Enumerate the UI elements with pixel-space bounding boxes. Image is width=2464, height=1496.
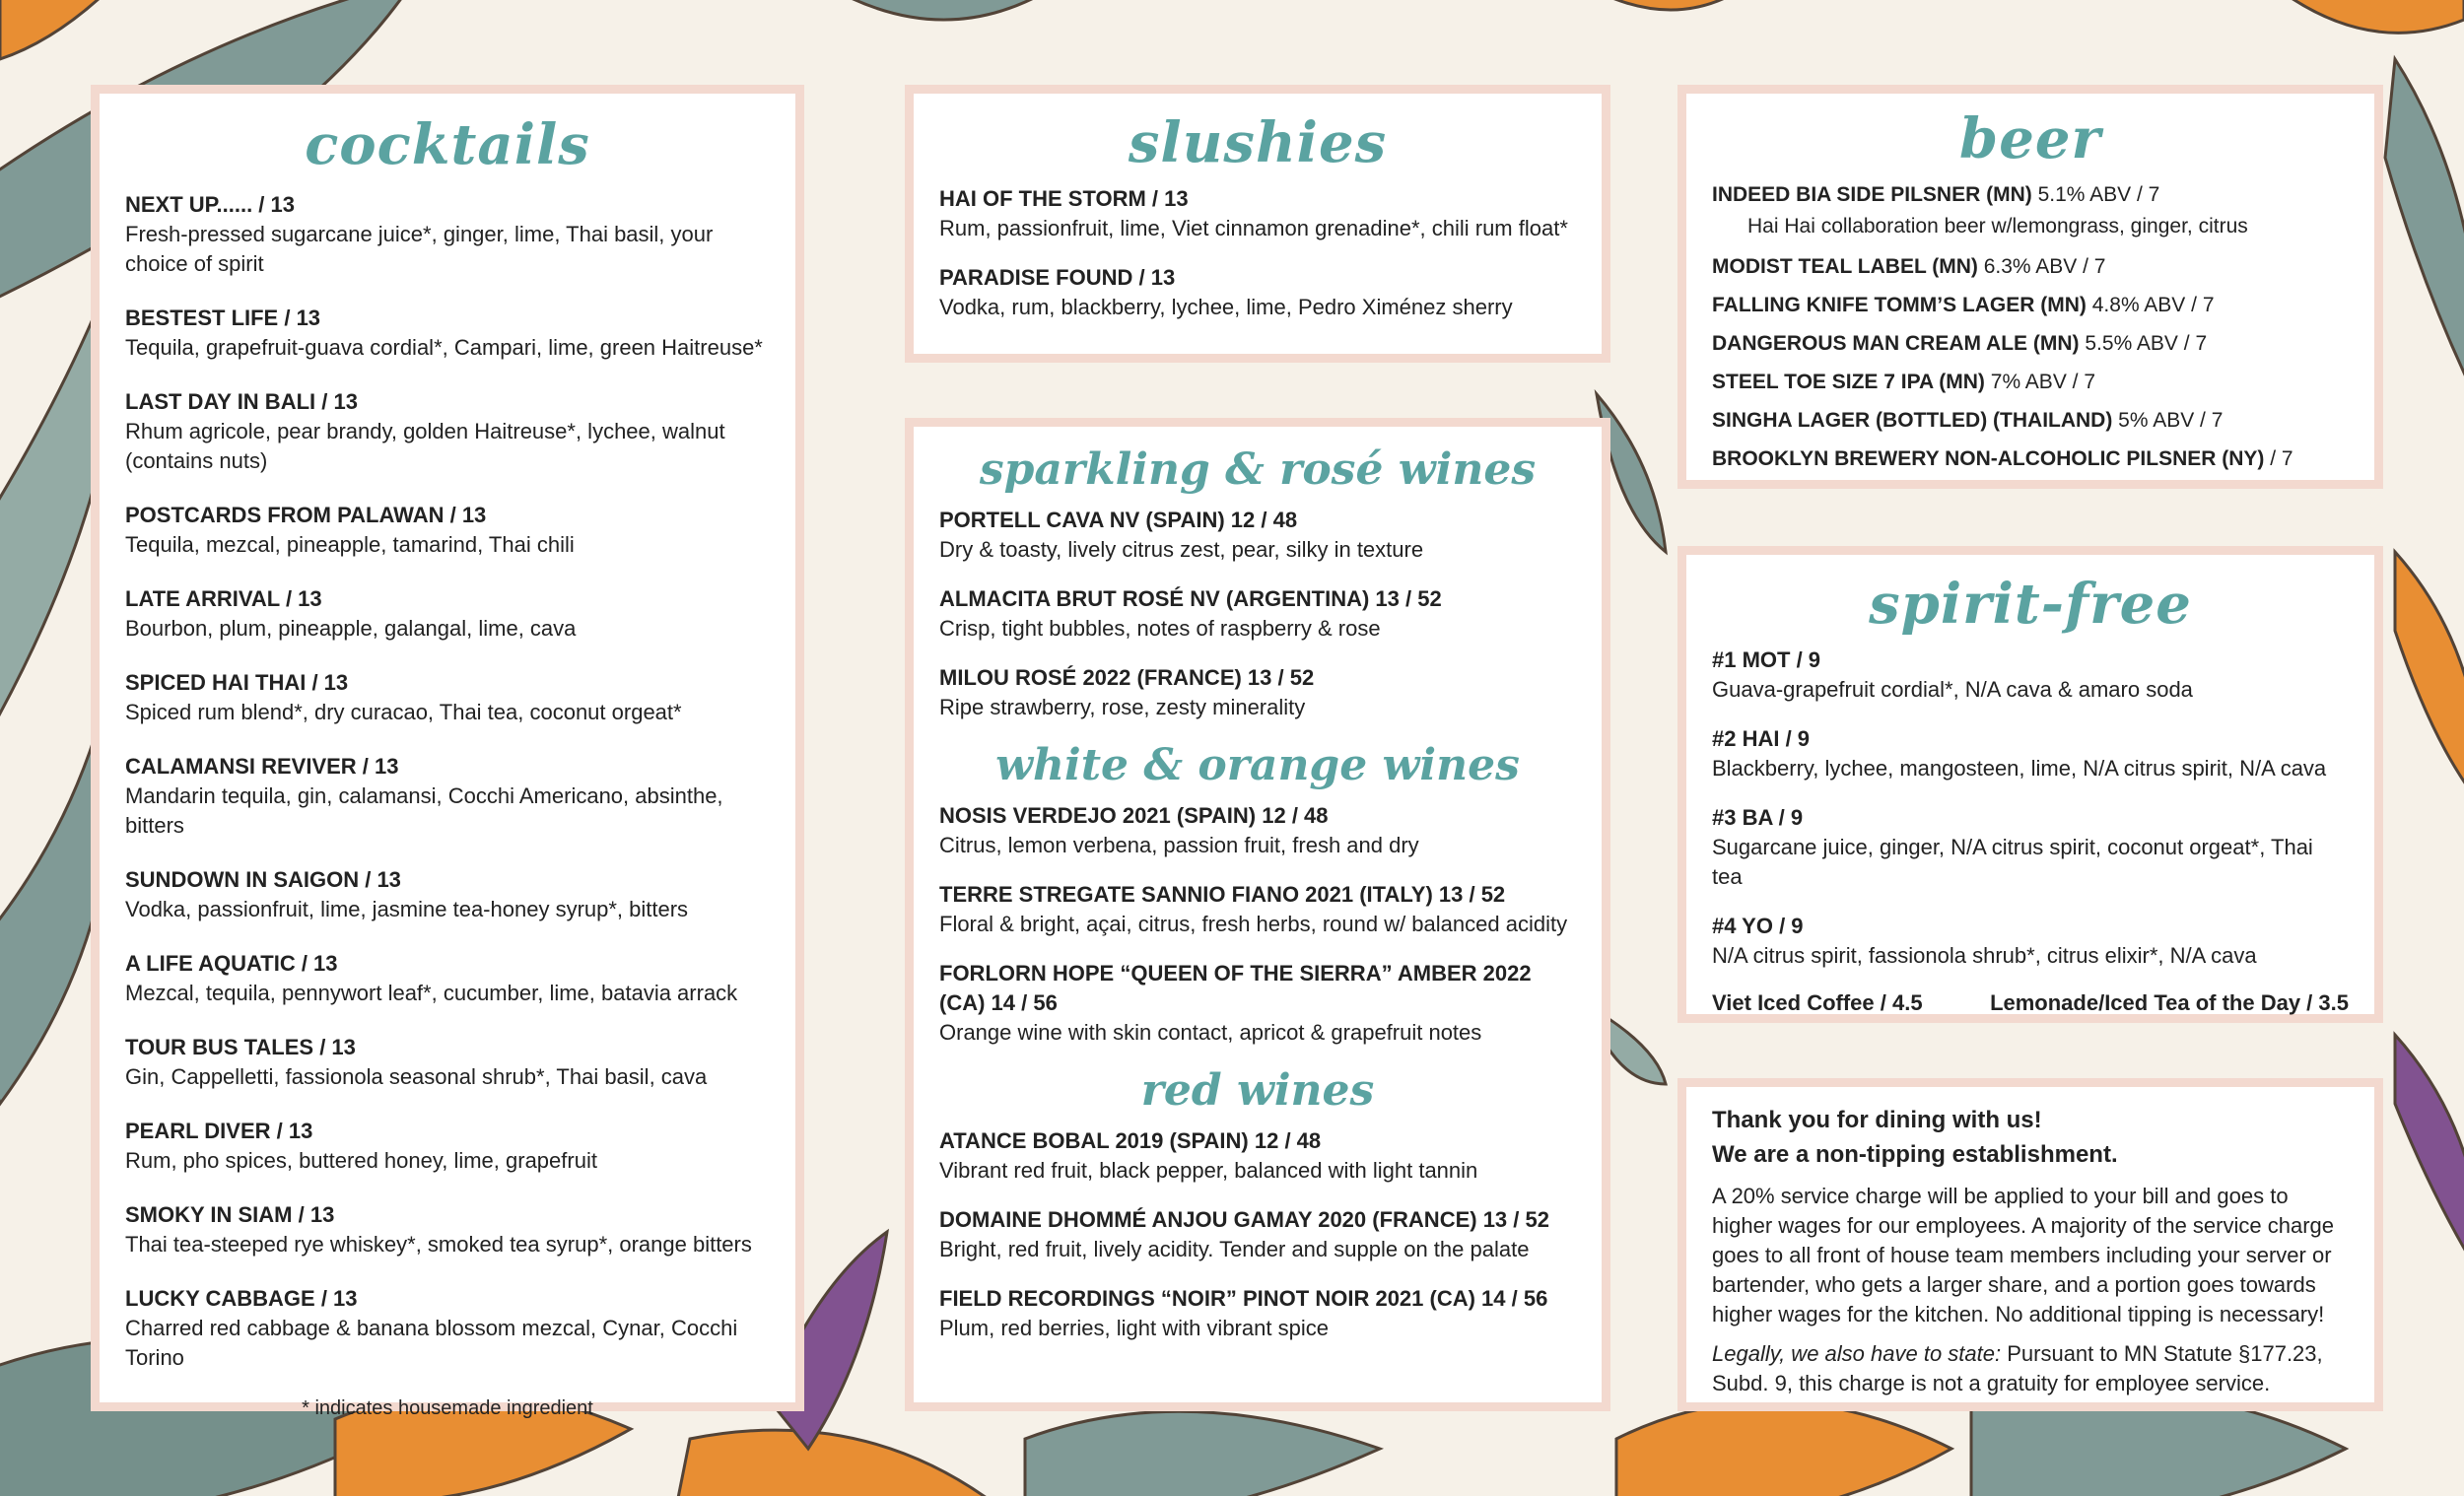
item-description: Vodka, passionfruit, lime, jasmine tea-honey syrup*, bitters — [125, 897, 689, 921]
red-list — [939, 1126, 1576, 1343]
beer-item — [1712, 180, 2349, 210]
cocktail-list — [125, 190, 770, 1373]
item-name: LUCKY CABBAGE / 13 — [125, 1286, 358, 1311]
menu-item — [125, 190, 770, 279]
item-name: TOUR BUS TALES / 13 — [125, 1035, 356, 1059]
item-name: SPICED HAI THAI / 13 — [125, 670, 349, 695]
item-name: NEXT UP...... / 13 — [125, 192, 295, 217]
beer-item — [1712, 406, 2349, 436]
item-name: FORLORN HOPE “QUEEN OF THE SIERRA” AMBER 2022 (CA) 14 / 56 — [939, 961, 1532, 1015]
item-description: Thai tea-steeped rye whiskey*, smoked tea syrup*, orange bitters — [125, 1232, 752, 1257]
item-description: Dry & toasty, lively citrus zest, pear, silky in texture — [939, 537, 1424, 562]
beer-item — [1712, 291, 2349, 320]
item-description: Mandarin tequila, gin, calamansi, Cocchi Americano, absinthe, bitters — [125, 783, 723, 838]
beer-collab-note: Hai Hai collaboration beer w/lemongrass, ginger, citrus — [1747, 215, 2248, 238]
thanks-line2: We are a non-tipping establishment. — [1712, 1141, 2118, 1168]
beer-item — [1712, 368, 2349, 397]
legal-rest: Pursuant to MN Statute §177.23, Subd. 9, this charge is not a gratuity for employee service. — [1712, 1341, 2323, 1395]
beer-abv-price: 5.5% ABV / 7 — [2079, 332, 2208, 355]
beer-panel — [1677, 85, 2383, 489]
red-title: red wines — [1140, 1065, 1375, 1116]
item-name: #3 BA / 9 — [1712, 805, 1804, 830]
menu-item — [939, 880, 1576, 939]
item-name: TERRE STREGATE SANNIO FIANO 2021 (ITALY) 13 / 52 — [939, 882, 1506, 907]
item-description: Crisp, tight bubbles, notes of raspberry & rose — [939, 616, 1381, 641]
lemonade-iced-tea: Lemonade/Iced Tea of the Day / 3.5 — [1990, 990, 2349, 1015]
item-name: LAST DAY IN BALI / 13 — [125, 389, 358, 414]
beer-name: DANGEROUS MAN CREAM ALE (MN) — [1712, 332, 2080, 355]
housemade-footnote: * indicates housemade ingredient — [302, 1397, 593, 1419]
menu-item — [125, 584, 770, 644]
item-name: PARADISE FOUND / 13 — [939, 265, 1176, 290]
beer-item — [1712, 329, 2349, 359]
cocktails-title: cocktails — [305, 112, 590, 177]
menu-item — [939, 959, 1576, 1048]
item-name: ALMACITA BRUT ROSÉ NV (ARGENTINA) 13 / 52 — [939, 586, 1442, 611]
item-name: FIELD RECORDINGS “NOIR” PINOT NOIR 2021 (CA) 14 / 56 — [939, 1286, 1548, 1311]
spirit-free-list — [1712, 646, 2349, 971]
item-description: Floral & bright, açai, citrus, fresh herbs, round w/ balanced acidity — [939, 912, 1568, 936]
menu-item — [1712, 803, 2349, 892]
item-description: Tequila, mezcal, pineapple, tamarind, Thai chili — [125, 532, 575, 557]
menu-item — [1712, 912, 2349, 971]
item-description: Spiced rum blend*, dry curacao, Thai tea, coconut orgeat* — [125, 700, 682, 724]
item-name: BESTEST LIFE / 13 — [125, 306, 321, 330]
item-description: Mezcal, tequila, pennywort leaf*, cucumber, lime, batavia arrack — [125, 981, 738, 1005]
service-charge-text: A 20% service charge will be applied to your bill and goes to higher wages for our employees. A majority of the service charge goes to all front of house team members including your server or bartender, who gets a larger share, and a portion goes towards higher wages for the kitchen. No additional tipping is necessary! — [1712, 1184, 2334, 1326]
beer-abv-price: 7% ABV / 7 — [1984, 371, 2096, 393]
white-title: white & orange wines — [995, 740, 1520, 790]
menu-item — [125, 1033, 770, 1092]
item-name: DOMAINE DHOMMÉ ANJOU GAMAY 2020 (FRANCE) 13 / 52 — [939, 1207, 1549, 1232]
item-description: Rhum agricole, pear brandy, golden Haitreuse*, lychee, walnut (contains nuts) — [125, 419, 725, 473]
menu-item — [125, 501, 770, 560]
menu-item — [939, 506, 1576, 565]
spirit-free-title: spirit-free — [1869, 572, 2192, 637]
menu-item — [125, 668, 770, 727]
beer-name: MODIST TEAL LABEL (MN) — [1712, 255, 1978, 278]
menu-item — [125, 1200, 770, 1259]
menu-item — [939, 1205, 1576, 1264]
item-description: Vibrant red fruit, black pepper, balanced with light tannin — [939, 1158, 1478, 1183]
menu-item — [1712, 724, 2349, 783]
item-description: Gin, Cappelletti, fassionola seasonal shrub*, Thai basil, cava — [125, 1064, 708, 1089]
item-name: #1 MOT / 9 — [1712, 647, 1821, 672]
spirit-free-panel — [1677, 546, 2383, 1023]
white-list — [939, 801, 1576, 1048]
item-description: Rum, passionfruit, lime, Viet cinnamon grenadine*, chili rum float* — [939, 216, 1568, 240]
slushies-panel — [905, 85, 1610, 363]
menu-item — [125, 304, 770, 363]
item-description: Charred red cabbage & banana blossom mezcal, Cynar, Cocchi Torino — [125, 1316, 738, 1370]
item-name: ATANCE BOBAL 2019 (SPAIN) 12 / 48 — [939, 1128, 1322, 1153]
menu-item — [125, 752, 770, 841]
item-name: CALAMANSI REVIVER / 13 — [125, 754, 399, 779]
beer-abv-price: 4.8% ABV / 7 — [2086, 294, 2215, 316]
menu-item — [939, 263, 1576, 322]
menu-item — [939, 801, 1576, 860]
item-name: #2 HAI / 9 — [1712, 726, 1811, 751]
item-description: Ripe strawberry, rose, zesty minerality — [939, 695, 1306, 719]
item-name: POSTCARDS FROM PALAWAN / 13 — [125, 503, 487, 527]
menu-item — [939, 584, 1576, 644]
wines-panel — [905, 418, 1610, 1411]
beer-abv-price: 5.1% ABV / 7 — [2031, 183, 2160, 206]
item-name: MILOU ROSÉ 2022 (FRANCE) 13 / 52 — [939, 665, 1315, 690]
extra-drinks-row — [1712, 990, 2349, 1016]
slushies-title: slushies — [1128, 110, 1388, 175]
menu-item — [125, 1117, 770, 1176]
thanks-line1: Thank you for dining with us! — [1712, 1107, 2042, 1133]
item-description: Fresh-pressed sugarcane juice*, ginger, lime, Thai basil, your choice of spirit — [125, 222, 714, 276]
beer-name: SINGHA LAGER (BOTTLED) (THAILAND) — [1712, 409, 2113, 432]
beer-title: beer — [1959, 106, 2101, 171]
item-description: Sugarcane juice, ginger, N/A citrus spirit, coconut orgeat*, Thai tea — [1712, 835, 2313, 889]
item-name: NOSIS VERDEJO 2021 (SPAIN) 12 / 48 — [939, 803, 1329, 828]
beer-list — [1712, 180, 2349, 474]
sparkling-list — [939, 506, 1576, 722]
beer-abv-price: 6.3% ABV / 7 — [1977, 255, 2106, 278]
beer-abv-price: / 7 — [2264, 447, 2293, 470]
menu-item — [939, 663, 1576, 722]
item-description: Tequila, grapefruit-guava cordial*, Campari, lime, green Haitreuse* — [125, 335, 763, 360]
thanks-panel — [1677, 1078, 2383, 1411]
beer-name: INDEED BIA SIDE PILSNER (MN) — [1712, 183, 2032, 206]
beer-item — [1712, 252, 2349, 282]
menu-item — [125, 1284, 770, 1373]
item-description: Bourbon, plum, pineapple, galangal, lime, cava — [125, 616, 577, 641]
item-description: Guava-grapefruit cordial*, N/A cava & amaro soda — [1712, 677, 2193, 702]
menu-item — [125, 949, 770, 1008]
legal-lead: Legally, we also have to state: — [1712, 1341, 2002, 1366]
beer-name: FALLING KNIFE TOMM’S LAGER (MN) — [1712, 294, 2087, 316]
beer-name: STEEL TOE SIZE 7 IPA (MN) — [1712, 371, 1985, 393]
menu-item — [1712, 646, 2349, 705]
item-description: Rum, pho spices, buttered honey, lime, grapefruit — [125, 1148, 597, 1173]
viet-iced-coffee: Viet Iced Coffee / 4.5 — [1712, 990, 1923, 1015]
item-description: N/A citrus spirit, fassionola shrub*, citrus elixir*, N/A cava — [1712, 943, 2257, 968]
menu-item — [939, 1126, 1576, 1186]
item-name: A LIFE AQUATIC / 13 — [125, 951, 338, 976]
item-description: Plum, red berries, light with vibrant spice — [939, 1316, 1329, 1340]
menu-item — [939, 1284, 1576, 1343]
item-name: LATE ARRIVAL / 13 — [125, 586, 322, 611]
beer-abv-price: 5% ABV / 7 — [2112, 409, 2224, 432]
item-description: Blackberry, lychee, mangosteen, lime, N/A citrus spirit, N/A cava — [1712, 756, 2327, 781]
menu-item — [939, 184, 1576, 243]
item-name: HAI OF THE STORM / 13 — [939, 186, 1189, 211]
beer-name: BROOKLYN BREWERY NON-ALCOHOLIC PILSNER (NY) — [1712, 447, 2265, 470]
item-description: Citrus, lemon verbena, passion fruit, fresh and dry — [939, 833, 1419, 857]
item-name: SUNDOWN IN SAIGON / 13 — [125, 867, 401, 892]
legal-statement — [1712, 1339, 2349, 1398]
cocktails-panel — [91, 85, 804, 1419]
item-name: #4 YO / 9 — [1712, 914, 1804, 938]
item-description: Vodka, rum, blackberry, lychee, lime, Pedro Ximénez sherry — [939, 295, 1513, 319]
item-name: PEARL DIVER / 13 — [125, 1119, 313, 1143]
item-description: Bright, red fruit, lively acidity. Tender and supple on the palate — [939, 1237, 1530, 1261]
slushie-list — [939, 184, 1576, 322]
menu-item — [125, 387, 770, 476]
sparkling-title: sparkling & rosé wines — [979, 444, 1537, 495]
menu-item — [125, 865, 770, 924]
item-description: Orange wine with skin contact, apricot & grapefruit notes — [939, 1020, 1482, 1045]
item-name: SMOKY IN SIAM / 13 — [125, 1202, 335, 1227]
beer-item — [1712, 444, 2349, 474]
item-name: PORTELL CAVA NV (SPAIN) 12 / 48 — [939, 508, 1298, 532]
